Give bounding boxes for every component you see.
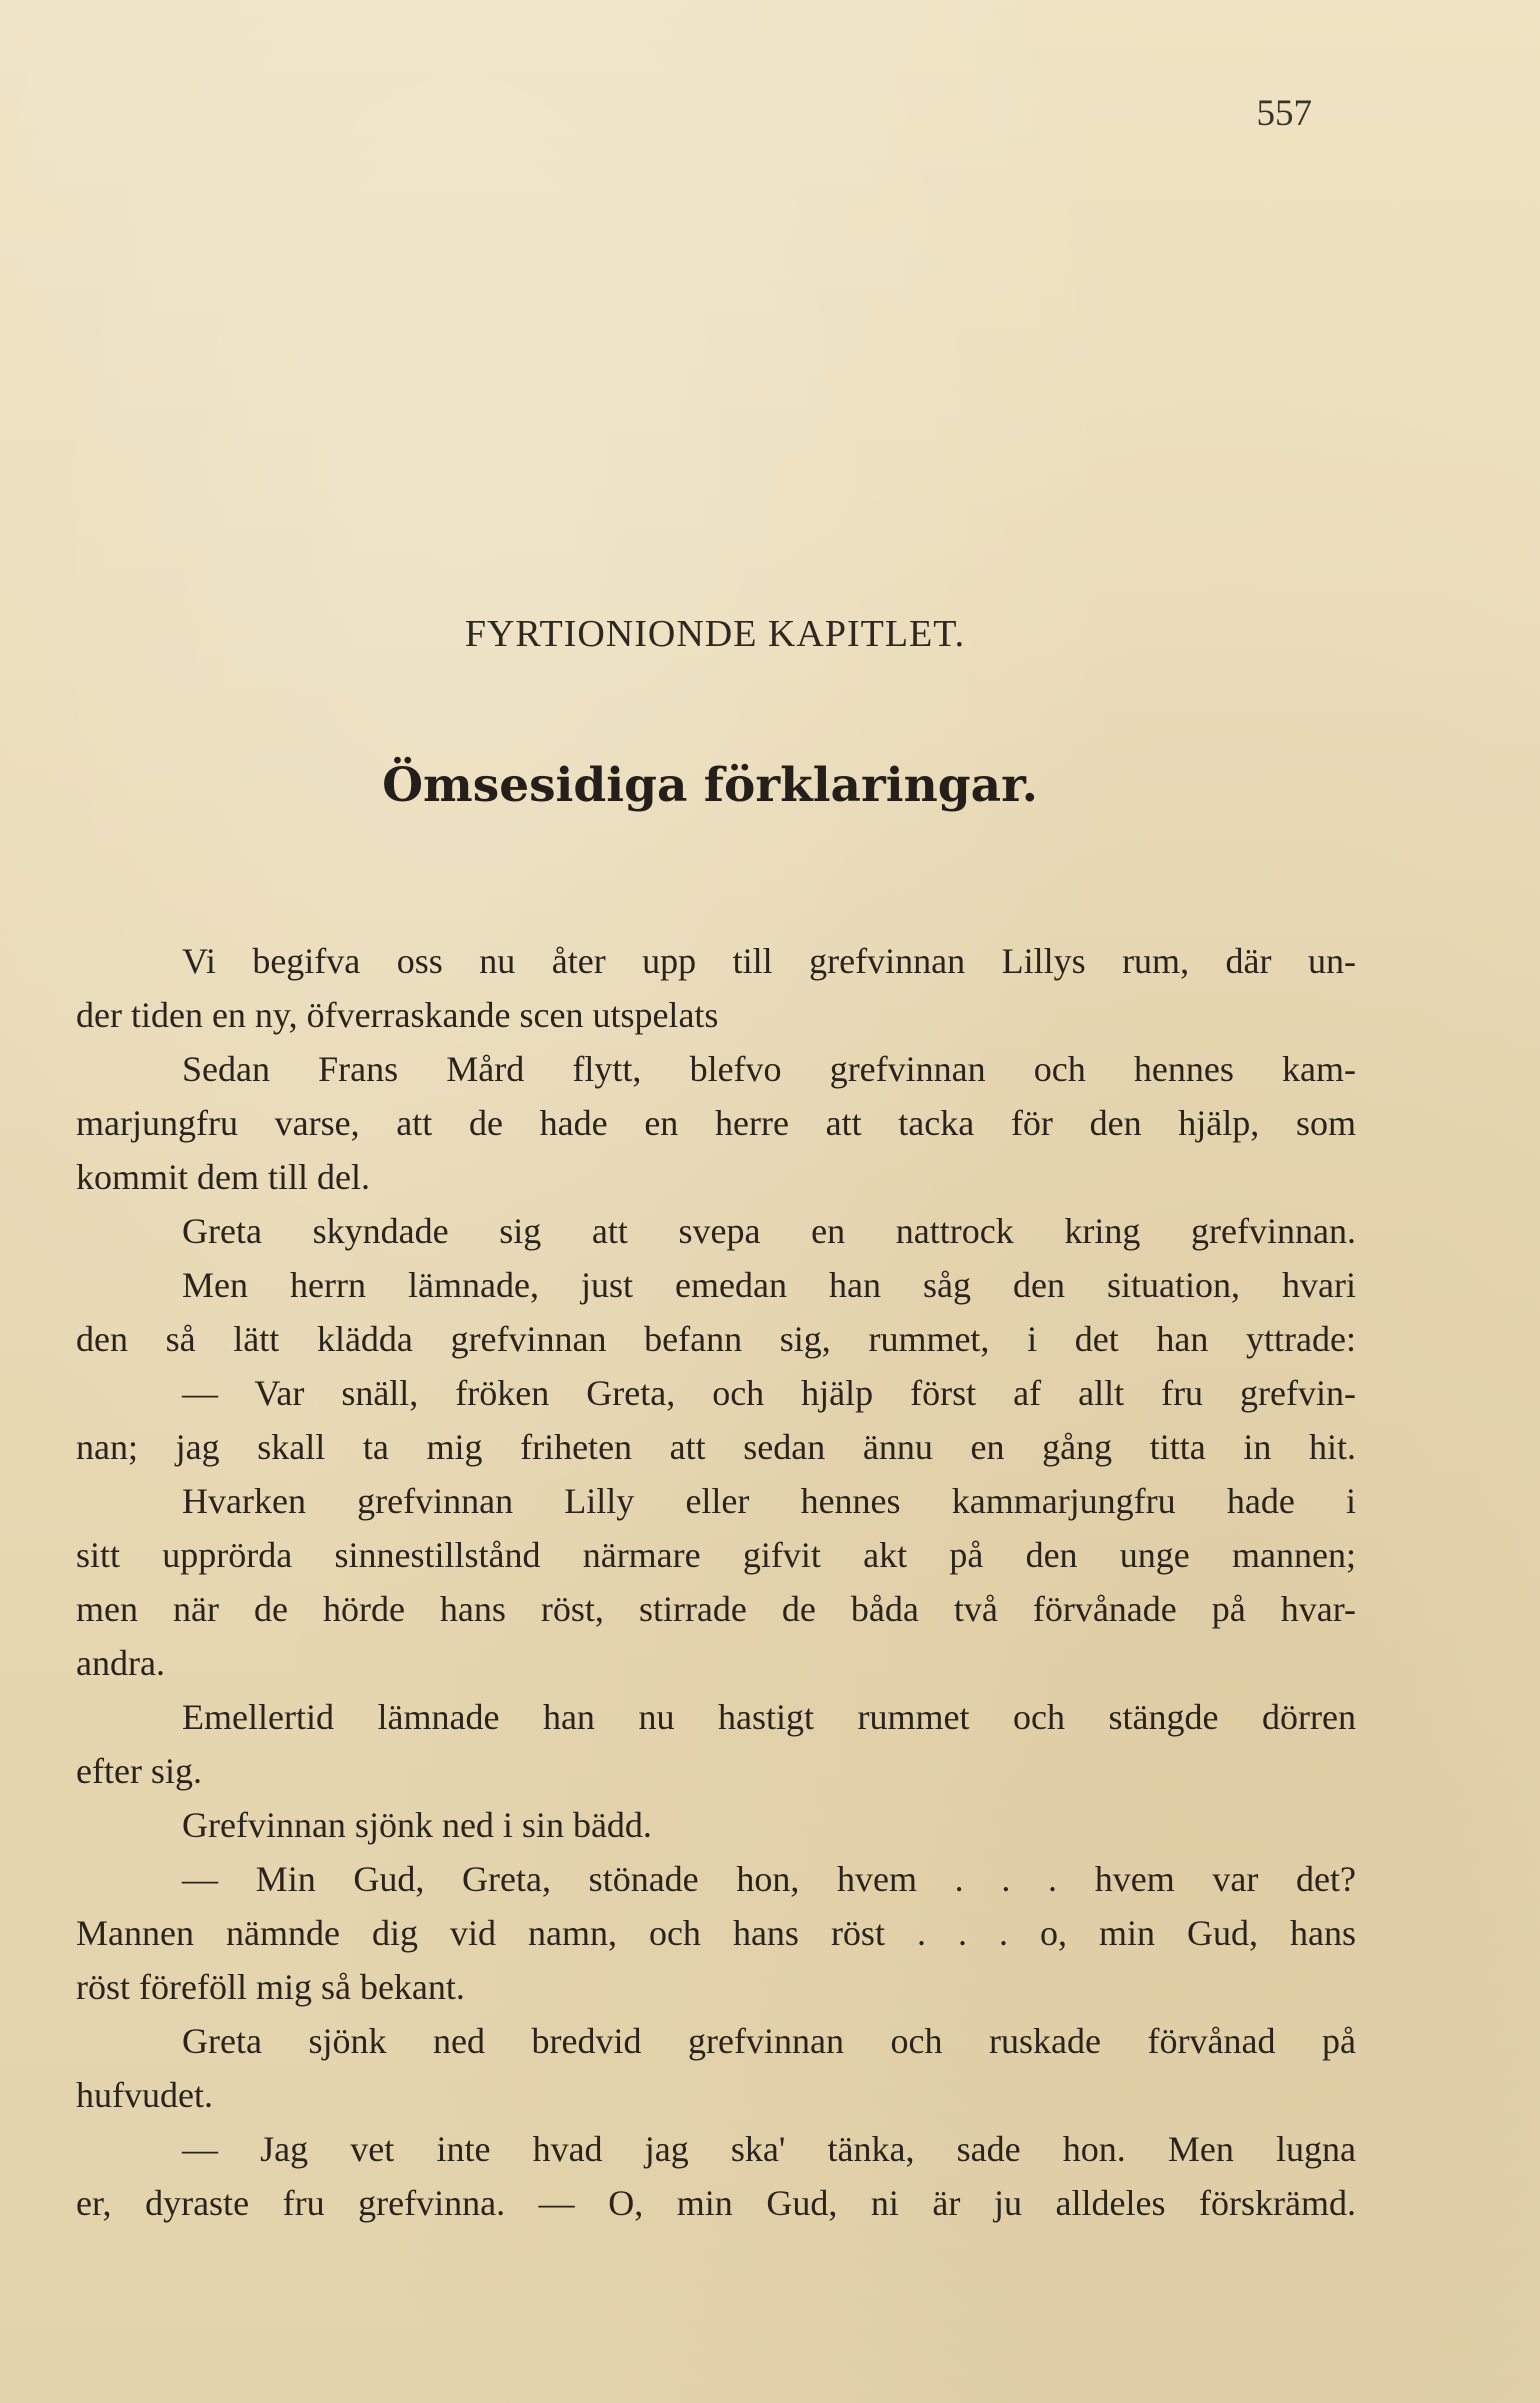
- text-line: Hvarken grefvinnan Lilly eller hennes kammarjungfru hade i: [182, 1481, 1356, 1521]
- text-line: Emellertid lämnade han nu hastigt rummet och stängde dörren: [182, 1697, 1356, 1737]
- text-line: Greta sjönk ned bredvid grefvinnan och ruskade förvånad på: [182, 2021, 1356, 2061]
- text-line: hufvudet.: [76, 2075, 213, 2115]
- text-line: röst föreföll mig så bekant.: [76, 1967, 465, 2007]
- text-line: — Var snäll, fröken Greta, och hjälp först af allt fru grefvin-: [182, 1373, 1356, 1413]
- text-line: der tiden en ny, öfverraskande scen utspelats: [76, 995, 719, 1035]
- text-line: marjungfru varse, att de hade en herre att tacka för den hjälp, som: [76, 1103, 1356, 1143]
- body-text: [76, 934, 1356, 2230]
- text-line: Sedan Frans Mård flytt, blefvo grefvinnan och hennes kam-: [182, 1049, 1356, 1089]
- text-line: men när de hörde hans röst, stirrade de båda två förvånade på hvar-: [76, 1589, 1356, 1629]
- text-line: Men herrn lämnade, just emedan han såg den situation, hvari: [182, 1265, 1356, 1305]
- text-line: — Jag vet inte hvad jag ska' tänka, sade hon. Men lugna: [182, 2129, 1356, 2169]
- text-line: nan; jag skall ta mig friheten att sedan ännu en gång titta in hit.: [76, 1427, 1356, 1467]
- text-line: Vi begifva oss nu åter upp till grefvinnan Lillys rum, där un-: [182, 941, 1356, 981]
- text-line: — Min Gud, Greta, stönade hon, hvem . . . hvem var det?: [182, 1859, 1356, 1899]
- section-title: Ömsesidiga förklaringar.: [382, 758, 1038, 813]
- text-line: er, dyraste fru grefvinna. — O, min Gud, ni är ju alldeles förskrämd.: [76, 2183, 1356, 2223]
- text-line: sitt upprörda sinnestillstånd närmare gifvit akt på den unge mannen;: [76, 1535, 1356, 1575]
- text-line: Grefvinnan sjönk ned i sin bädd.: [182, 1805, 652, 1845]
- page-number: 557: [1256, 93, 1312, 134]
- text-line: kommit dem till del.: [76, 1157, 370, 1197]
- text-line: den så lätt klädda grefvinnan befann sig, rummet, i det han yttrade:: [76, 1319, 1356, 1359]
- chapter-title: FYRTIONIONDE KAPITLET.: [464, 613, 966, 655]
- text-line: andra.: [76, 1643, 165, 1683]
- text-line: Greta skyndade sig att svepa en nattrock kring grefvinnan.: [182, 1211, 1356, 1251]
- text-line: Mannen nämnde dig vid namn, och hans röst . . . o, min Gud, hans: [76, 1913, 1356, 1953]
- text-line: efter sig.: [76, 1751, 202, 1791]
